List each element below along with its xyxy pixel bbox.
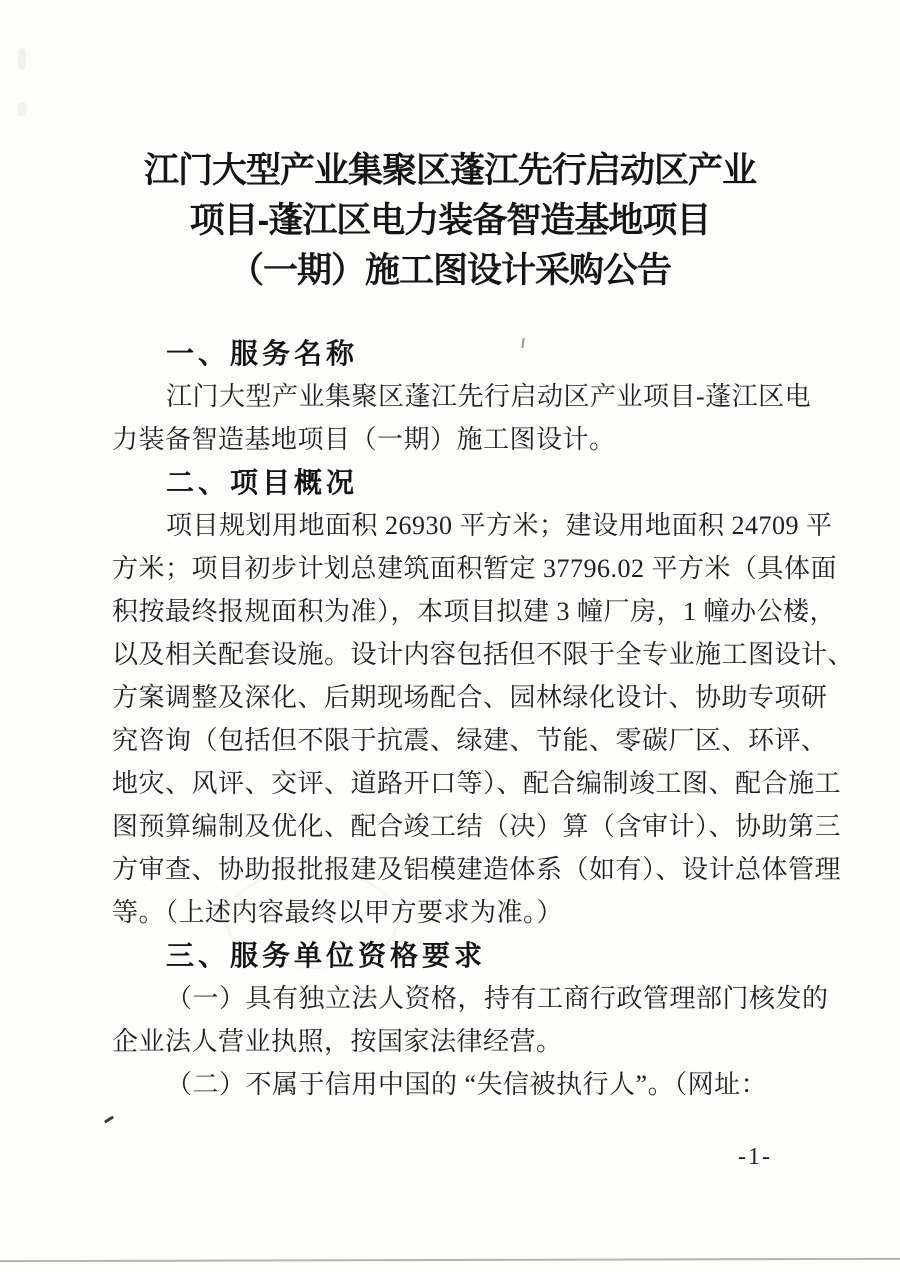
document-title (0, 146, 900, 296)
page-number: -1- (738, 1144, 772, 1170)
text-line: 方审查、协助报批报建及铝模建造体系（如有）、设计总体管理 (112, 855, 842, 884)
text-line: （一）具有独立法人资格，持有工商行政管理部门核发的 (166, 984, 829, 1013)
text-line: 地灾、风评、交评、道路开口等）、配合编制竣工图、配合施工 (112, 769, 842, 798)
text-line: 企业法人营业执照，按国家法律经营。 (112, 1027, 563, 1056)
text-line: 图预算编制及优化、配合竣工结（决）算（含审计）、协助第三 (112, 812, 842, 841)
document-title-line-2: 项目-蓬江区电力装备智造基地项目 (189, 201, 711, 240)
text-line: 以及相关配套设施。设计内容包括但不限于全专业施工图设计、 (112, 640, 855, 669)
scan-edge-shadow (0, 1258, 900, 1262)
text-line: （二）不属于信用中国的 “失信被执行人”。（网址： (166, 1070, 768, 1099)
document-title-line-3: （一期）施工图设计采购公告 (228, 251, 671, 290)
section-heading: 三、服务单位资格要求 (166, 940, 487, 971)
section-heading: 一、服务名称 (166, 338, 359, 369)
section-heading: 二、项目概况 (166, 467, 359, 498)
text-line: 等。（上述内容最终以甲方要求为准。） (112, 898, 564, 927)
text-line: 究咨询（包括但不限于抗震、绿建、节能、零碳厂区、环评、 (112, 726, 828, 755)
scan-artifact-smudge (225, 870, 399, 969)
text-line: 积按最终报规面积为准），本项目拟建 3 幢厂房，1 幢办公楼， (112, 597, 837, 626)
document-title-line-1: 江门大型产业集聚区蓬江先行启动区产业 (143, 151, 756, 190)
text-line: 方案调整及深化、后期现场配合、园林绿化设计、协助专项研 (112, 683, 828, 712)
document-body (112, 332, 855, 1106)
scan-artifact-smudge-left-top (18, 48, 26, 70)
text-line: 江门大型产业集聚区蓬江先行启动区产业项目-蓬江区电 (166, 382, 812, 411)
text-line: 项目规划用地面积 26930 平方米；建设用地面积 24709 平 (166, 511, 833, 540)
text-line: 力装备智造基地项目（一期）施工图设计。 (112, 425, 616, 454)
scan-artifact-tick (104, 1116, 114, 1124)
text-line: 方米；项目初步计划总建筑面积暂定 37796.02 平方米（具体面 (112, 554, 838, 583)
scan-artifact-smudge-left-bottom (18, 102, 27, 116)
